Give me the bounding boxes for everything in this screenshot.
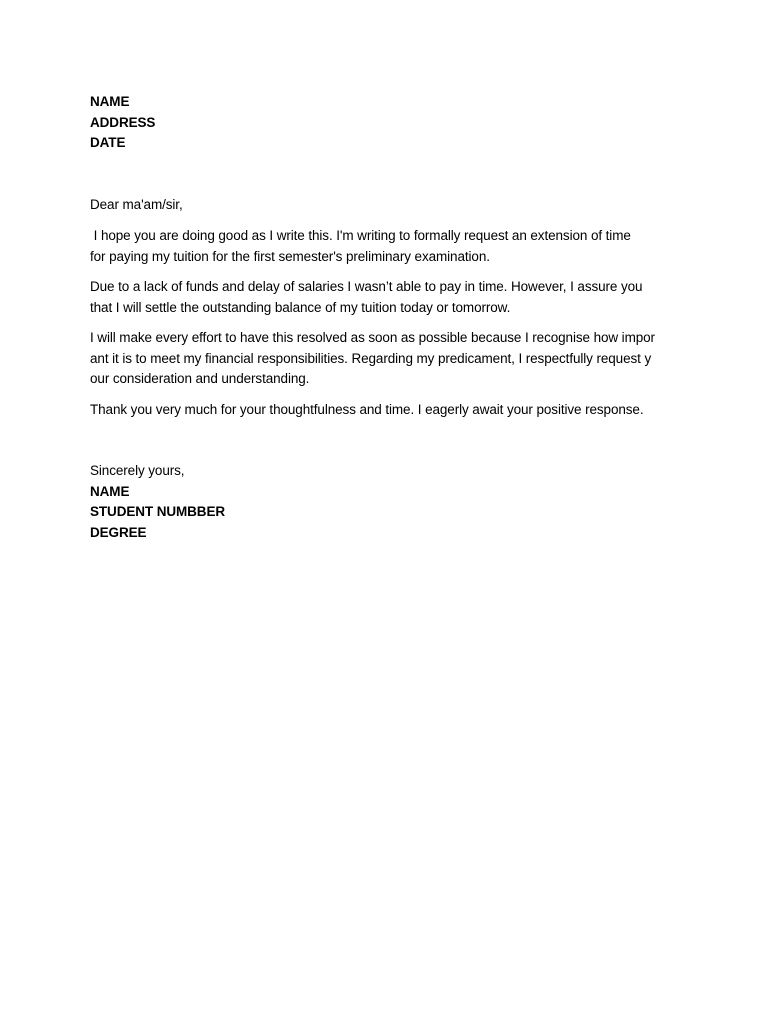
salutation-block: [90, 195, 680, 216]
closing: Sincerely yours,: [90, 463, 185, 478]
paragraph-4: [90, 400, 690, 421]
paragraph-1-line-1: I hope you are doing good as I write this. I'm writing to formally request an extension of time: [90, 228, 631, 243]
signature-degree: DEGREE: [90, 524, 147, 540]
paragraph-1-line-2: for paying my tuition for the first semester's preliminary examination.: [90, 248, 490, 264]
paragraph-3-line-1: I will make every effort to have this resolved as soon as possible because I recognise how impor: [90, 330, 655, 345]
paragraph-2: [90, 277, 690, 318]
signature-student-number: STUDENT NUMBBER: [90, 504, 225, 519]
letter-date: DATE: [90, 135, 126, 150]
paragraph-2-line-2: that I will settle the outstanding balance of my tuition today or tomorrow.: [90, 299, 511, 315]
sender-address: ADDRESS: [90, 114, 156, 130]
paragraph-3-line-3: our consideration and understanding.: [90, 371, 310, 386]
paragraph-3-line-2: ant it is to meet my financial responsibilities. Regarding my predicament, I respectfully request y: [90, 350, 652, 366]
signature-block: [90, 461, 680, 543]
salutation: Dear ma'am/sir,: [90, 197, 183, 212]
sender-header: [90, 92, 680, 154]
signature-name: NAME: [90, 483, 130, 499]
paragraph-3: [90, 328, 690, 390]
sender-name: NAME: [90, 94, 130, 109]
paragraph-2-line-1: Due to a lack of funds and delay of salaries I wasn’t able to pay in time. However, I assure you: [90, 279, 643, 294]
paragraph-1: [90, 226, 690, 267]
paragraph-4-line-1: Thank you very much for your thoughtfulness and time. I eagerly await your positive response.: [90, 402, 644, 417]
